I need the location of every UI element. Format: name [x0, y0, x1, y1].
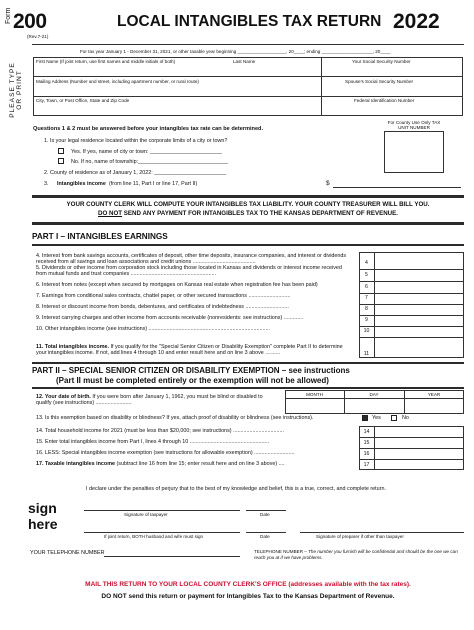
line-13-no-checkbox[interactable]: [391, 415, 397, 421]
line-4-text: 4. Interest from bank savings accounts, certificates of deposit, other time deposits, insurance companies, and interest or dividends received from all savings and loan associations and credit unions ..........................................: [36, 253, 347, 266]
line-9-amount[interactable]: [375, 316, 463, 326]
first-name-field[interactable]: First Name (If joint return, use first names and middle initials of both): [36, 59, 176, 64]
telephone-note-label: TELEPHONE NUMBER –: [254, 549, 309, 554]
line-7-amount[interactable]: [375, 294, 463, 304]
line-14-number: 14: [363, 429, 370, 435]
taxpayer-signature-caption: Signature of taxpayer: [124, 512, 168, 517]
line-16-text: 16. LESS: Special intangibles income exemption (see instructions for allowable exemption) ...........................: [36, 450, 295, 456]
mail-instructions: MAIL THIS RETURN TO YOUR LOCAL COUNTY CLERK'S OFFICE (addresses available with the tax rates).: [85, 581, 411, 588]
line-5-amount[interactable]: [375, 271, 463, 281]
line-13-yes-label: Yes: [372, 415, 381, 421]
line-8-amount[interactable]: [375, 305, 463, 315]
notice-rule-top: [32, 195, 464, 198]
last-name-field[interactable]: Last Name: [233, 59, 256, 64]
line-6-amount[interactable]: [375, 283, 463, 293]
dob-month-header: MONTH: [306, 392, 323, 397]
line-10-rule: [359, 337, 464, 338]
line-16-number: 16: [363, 451, 370, 457]
line-12-description: If you were born after January 1, 1962, you must be blind or disabled to qualify (see instructions) ........................: [36, 394, 263, 407]
intangibles-income-line[interactable]: [333, 187, 461, 188]
line-10-number: 10: [363, 328, 370, 334]
tax-year: 2022: [393, 10, 440, 33]
question-2: 2. County of residence as of January 1, 2022: ________________________: [44, 170, 227, 176]
name-address-block: [33, 57, 463, 116]
line-11-text: [36, 344, 354, 357]
joint-return-caption: If joint return, BOTH husband and wife must sign: [104, 534, 204, 539]
dollar-sign: $: [326, 180, 330, 187]
type-or-print-label: PLEASE TYPE OR PRINT: [9, 62, 23, 118]
q1-yes-label: Yes. If yes, name of city or town: ________________________: [71, 149, 222, 155]
revision-date: (Rev.7-21): [27, 34, 49, 39]
line-8-text: 8. Interest or discount income from bonds, debentures, and certificates of indebtedness .............................: [36, 304, 289, 310]
line-7-text: 7. Earnings from conditional sales contracts, chattel paper, or other secured transactions ............................: [36, 293, 291, 299]
do-not-send-instructions: DO NOT send this return or payment for Intangibles Tax to the Kansas Department of Revenue.: [101, 593, 395, 600]
telephone-note-text: The number you furnish will be confidential and should be the one we can reach you at if we have problems.: [254, 549, 458, 561]
line-10-amount[interactable]: [375, 327, 463, 337]
line-4-rule: [359, 269, 464, 270]
question-3-number: 3.: [44, 181, 49, 187]
city-state-zip-field[interactable]: City, Town, or Post Office, State and Zip Code: [36, 98, 130, 103]
line-5-rule: [359, 281, 464, 282]
line-13-text: 13. Is this exemption based on disability or blindness? If yes, attach proof of disability or blindness (see instructions).: [36, 415, 314, 421]
part2-title: PART II – SPECIAL SENIOR CITIZEN OR DISABILITY EXEMPTION – see instructions: [32, 366, 350, 375]
line-5-text: 5. Dividends or other income from corporation stock including those located in Kansas and dividends or interest income received from mutual funds and trust companies .........................................................: [36, 265, 342, 278]
line-13-yes-checkbox[interactable]: [362, 415, 368, 421]
line-9-text: 9. Interest carrying charges and other income from accounts receivable (nonresidents: see instructions) .............: [36, 315, 304, 321]
line-15-number: 15: [363, 440, 370, 446]
q1-no-label: No. If no, name of township:______________________________: [71, 159, 229, 165]
preparer-signature-line[interactable]: [300, 532, 464, 533]
ssn-field[interactable]: Your Social Security Number: [352, 59, 411, 64]
spouse-signature-line[interactable]: [84, 532, 240, 533]
question-3-label: Intangibles income: [57, 181, 106, 187]
questions-intro: Questions 1 & 2 must be answered before your intangibles tax rate can be determined.: [33, 126, 264, 132]
line-4-number: 4: [365, 260, 368, 266]
telephone-label: YOUR TELEPHONE NUMBER: [30, 550, 105, 556]
notice-rule-bottom: [32, 222, 464, 225]
sign-label: sign: [28, 500, 57, 516]
taxpayer-date-caption: Date: [260, 512, 270, 517]
line-17-number: 17: [363, 462, 370, 468]
line-11-number: 11: [363, 351, 370, 357]
line-6-text: 6. Interest from notes (except when secured by mortgages on Kansas real estate when registration fee has been paid): [36, 282, 318, 288]
dob-day-header: DAY: [369, 392, 379, 397]
form-title: LOCAL INTANGIBLES TAX RETURN: [117, 13, 382, 30]
line-15-text: 15. Enter total intangibles income from Part I, lines 4 through 10 .....................................................: [36, 439, 270, 445]
preparer-signature-caption: Signature of preparer if other than taxpayer: [316, 534, 404, 539]
part2-rule-bottom: [32, 387, 464, 389]
line-10-text: 10. Other intangibles income (see instructions) .................................................................................: [36, 326, 270, 332]
here-label: here: [28, 516, 58, 532]
telephone-note: [254, 549, 460, 561]
line-14-text: 14. Total household income for 2021 (must be less than $20,000; see instructions) ..................................: [36, 428, 284, 434]
taxpayer-signature-line[interactable]: [84, 510, 240, 511]
telephone-input-line[interactable]: [104, 556, 240, 557]
form-number: 200: [13, 10, 47, 33]
question-3-text: (from line 11, Part I or line 17, Part II): [109, 181, 198, 187]
part1-title: PART I – INTANGIBLES EARNINGS: [32, 232, 168, 241]
tax-year-line: For tax year January 1 - December 31, 2021, or other taxable year beginning ___________________, 20____; ending ____________________, 20____: [80, 49, 391, 54]
line-17-text: [36, 461, 354, 467]
taxpayer-date-line[interactable]: [246, 510, 286, 511]
line-12-text: [36, 394, 276, 407]
tax-unit-number-box: [384, 131, 444, 173]
notice-line-2: [32, 210, 464, 217]
part2-rule-top: [32, 362, 464, 364]
line-13-no-label: No: [402, 415, 409, 421]
spouse-date-caption: Date: [260, 534, 270, 539]
notice-line-2-text: SEND ANY PAYMENT FOR INTANGIBLES TAX TO THE KANSAS DEPARTMENT OF REVENUE.: [122, 210, 398, 217]
dob-year-header: YEAR: [427, 392, 441, 397]
line-11-description: If you qualify for the "Special Senior Citizen or Disability Exemption" complete Part II to determine your intangibles income. If not, add lines 4 through 10 and enter result here and on line 3 above ..........: [36, 344, 343, 357]
q1-no-checkbox[interactable]: [58, 158, 64, 164]
header-rule: [32, 44, 464, 45]
q1-yes-checkbox[interactable]: [58, 148, 64, 154]
line-6-number: 6: [365, 284, 368, 290]
line-11-label: 11. Total intangibles income.: [36, 344, 109, 350]
spouse-ssn-field[interactable]: Spouse's Social Security Number: [345, 79, 414, 84]
line-4-amount[interactable]: [375, 259, 463, 269]
notice-do-not: DO NOT: [98, 210, 123, 217]
line-7-number: 7: [365, 295, 368, 301]
question-1: 1. Is your legal residence located within the corporate limits of a city or town?: [44, 138, 228, 144]
line-8-number: 8: [365, 306, 368, 312]
county-use-label: For County Use Only TAX UNIT NUMBER: [387, 120, 441, 131]
notice-line-1: YOUR COUNTY CLERK WILL COMPUTE YOUR INTANGIBLES TAX LIABILITY. YOUR COUNTY TREASURER WILL BILL YOU.: [66, 201, 430, 208]
spouse-date-line[interactable]: [246, 532, 286, 533]
part1-rule: [32, 244, 464, 246]
line-17-label: 17. Taxable intangibles income: [36, 461, 115, 467]
declaration: I declare under the penalties of perjury that to the best of my knowledge and belief, this is a true, correct, and complete return.: [86, 486, 386, 492]
line-9-number: 9: [365, 317, 368, 323]
fein-field[interactable]: Federal Identification Number: [354, 98, 415, 103]
mailing-address-field[interactable]: Mailing Address (Number and street, including apartment number, or rural route): [36, 79, 199, 84]
part2-subtitle: (Part II must be completed entirely or the exemption will not be allowed): [56, 376, 329, 385]
form-label: Form: [5, 7, 12, 24]
line-12-label: 12. Your date of birth.: [36, 394, 91, 400]
line-5-number: 5: [365, 272, 368, 278]
line-17-description: (subtract line 16 from line 15; enter result here and on line 3 above) ....: [115, 461, 285, 467]
